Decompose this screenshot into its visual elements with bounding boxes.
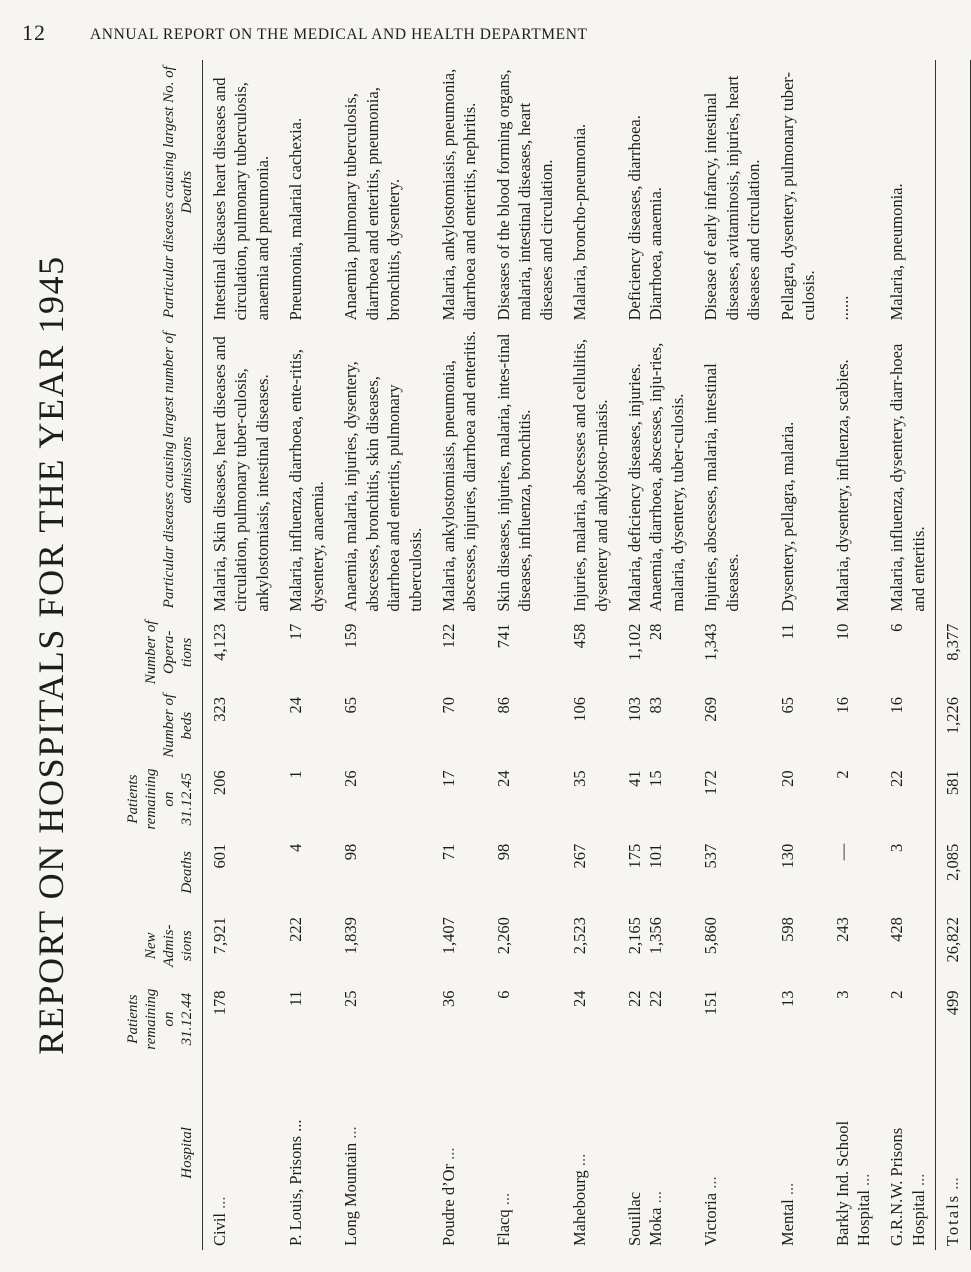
hospital-name-cell [432,1056,487,1250]
operations-value: 28 [646,623,666,641]
totals-deaths: 2,085 [936,836,970,909]
totals-remaining-end: 581 [936,762,970,835]
hospital-name [700,1060,721,1246]
operations-cell [279,616,334,689]
totals-empty-admissions [936,324,970,615]
remaining-end-value: 2 [832,770,852,779]
hospital-name [569,1060,590,1246]
leader-dots: ... [853,1173,873,1186]
header-deaths-diseases: Particular diseases causing largest No. of Deaths [120,60,203,324]
deaths-diseases-cell: ...... [832,295,852,321]
deaths-value: 130 [777,843,797,869]
deaths-cell [694,836,770,909]
hospital-name-cell [826,1056,881,1250]
hospital-name-cell [487,1056,563,1250]
deaths-value: 601 [210,843,229,869]
hospital-name-text: Mental [777,1199,797,1246]
remaining-end-cell [880,762,935,835]
table-row [826,60,881,1250]
deaths-diseases-cell: Pneumonia, malarial cachexia. [286,117,306,321]
totals-label: Totals [943,1193,963,1246]
new-admissions-value: 5,860 [701,917,721,955]
remaining-end-value: 24 [493,770,513,787]
admissions-diseases-cell: Malaria, ankylostomiasis, pneumonia, abscesses, injuries, diarrhoea and enteritis. [438,330,480,612]
page-number: 12 [22,20,46,45]
beds-cell [563,689,618,762]
deaths-value: 175 [625,843,644,869]
deaths-diseases-cell: Pellagra, dysentery, pulmonary tuber-culosis. [777,72,819,321]
admissions-diseases-cell: Malaria, deficiency diseases, injuries. Anaemia, diarrhoea, abscesses, inju-ries, malaria, dysentery, tuber-culosis. [625,342,687,612]
table-row [618,60,694,1250]
remaining-end-value: 35 [570,770,590,787]
remaining-start-cell [334,982,432,1055]
deaths-cell [618,836,694,909]
remaining-end-cell [334,762,432,835]
deaths-value: 267 [570,843,590,869]
deaths-value: — [832,843,852,861]
remaining-start-cell [880,982,935,1055]
deaths-cell [880,836,935,909]
remaining-end-cell [487,762,563,835]
operations-cell [826,616,881,689]
hospital-name: Souillac [625,1191,644,1246]
header-beds: Number of beds [120,689,203,762]
beds-value: 65 [777,697,797,714]
operations-value: 4,123 [210,623,229,661]
new-admissions-cell [487,909,563,982]
new-admissions-value: 2,260 [493,917,513,955]
remaining-start-value: 178 [210,990,229,1016]
remaining-start-value: 36 [438,990,458,1007]
deaths-value: 537 [701,843,721,869]
header-remaining-end: Patients remaining on 31.12.45 [120,762,203,835]
beds-cell [880,689,935,762]
page-header [0,0,800,60]
remaining-end-value: 26 [341,770,361,787]
deaths-cell [334,836,432,909]
hospital-name-cell [694,1056,770,1250]
operations-cell [880,616,935,689]
admissions-diseases-cell: Malaria, Skin diseases, heart diseases and circulation, pulmonary tuber-culosis, ankylostomiasis, intestinal diseases. [210,336,272,612]
hospital-name-cell [771,1056,826,1250]
operations-value: 11 [777,623,797,640]
deaths-cell [563,836,618,909]
new-admissions-cell [432,909,487,982]
new-admissions-cell [203,909,280,982]
new-admissions-value: 7,921 [210,917,229,955]
beds-value: 106 [570,697,590,722]
beds-value: 70 [438,697,458,714]
table-row [279,60,334,1250]
table-row [694,60,770,1250]
hospital-name-text: Poudre d’Or [438,1163,458,1246]
leader-dots: ... [646,1191,666,1204]
leader-dots: ... [341,1126,361,1139]
table-title: REPORT ON HOSPITALS FOR THE YEAR 1945 [31,255,71,1055]
remaining-end-cell [771,762,826,835]
hospital-name-cell [203,1056,280,1250]
rotated-table-page [30,60,963,1250]
remaining-start-value: 22 [646,990,666,1007]
hospital-name-text: Victoria [701,1192,721,1246]
admissions-diseases-cell: Dysentery, pellagra, malaria. [777,421,797,612]
new-admissions-value: 598 [777,917,797,942]
operations-cell [694,616,770,689]
beds-cell [618,689,694,762]
new-admissions-value: 428 [887,917,907,942]
deaths-cell [279,836,334,909]
table-body [203,60,936,1250]
remaining-start-value: 2 [887,990,907,999]
leader-dots: ... [210,1196,229,1209]
new-admissions-value: 1,839 [341,917,361,955]
beds-cell [334,689,432,762]
remaining-start-cell [618,982,694,1055]
admissions-diseases-cell: Malaria, dysentery, influenza, scabies. [832,359,852,612]
remaining-start-cell [826,982,881,1055]
beds-cell [826,689,881,762]
new-admissions-cell [334,909,432,982]
hospital-name-cell [279,1056,334,1250]
remaining-end-cell [279,762,334,835]
hospital-name [777,1060,798,1246]
beds-value: 103 [625,697,644,722]
hospital-name-text: Mahebourg [570,1170,590,1246]
remaining-start-cell [771,982,826,1055]
hospital-name-text: Civil [210,1212,229,1246]
table-row [880,60,935,1250]
new-admissions-cell [563,909,618,982]
hospital-name [853,1060,874,1246]
leader-dots: ... [570,1153,590,1167]
operations-value: 458 [570,623,590,649]
remaining-end-value: 17 [438,770,458,787]
table-row [771,60,826,1250]
hospital-name: Barkly Ind. School [832,1120,852,1246]
remaining-end-value: 1 [286,770,306,779]
header-new-admissions: New Admis- sions [120,909,203,982]
hospital-name-cell [563,1056,618,1250]
totals-new-admissions: 26,822 [936,909,970,982]
deaths-diseases-cell: Deficiency diseases, diarrhoea. Diarrhoea, anaemia. [625,115,666,321]
hospital-name: P. Louis, Prisons ... [286,1119,306,1246]
remaining-end-cell [432,762,487,835]
remaining-start-cell [694,982,770,1055]
leader-dots: ... [777,1182,797,1196]
new-admissions-value: 2,523 [570,917,590,955]
beds-value: 65 [341,697,361,714]
beds-value: 16 [887,697,907,714]
table-header-row [120,60,203,1250]
hospital-name [493,1060,514,1246]
deaths-diseases-cell: Malaria, pneumonia. [887,183,907,321]
deaths-diseases-cell: Anaemia, pulmonary tuberculosis, diarrhoea and enteritis, pneumonia, bronchitis, dysentery. [341,87,404,321]
running-title: ANNUAL REPORT ON THE MEDICAL AND HEALTH DEPARTMENT [90,26,588,43]
operations-value: 17 [286,623,306,641]
leader-dots: ... [908,1173,928,1186]
remaining-start-value: 13 [777,990,797,1007]
hospital-name: G.R.N.W. Prisons [887,1127,907,1246]
new-admissions-cell [618,909,694,982]
operations-cell [334,616,432,689]
hospital-name [209,1060,230,1246]
beds-cell [203,689,280,762]
hospital-name-cell [880,1056,935,1250]
remaining-start-cell [432,982,487,1055]
hospital-name [645,1060,666,1246]
beds-value: 269 [701,697,721,722]
operations-cell [771,616,826,689]
new-admissions-value: 243 [832,917,852,942]
remaining-end-value: 41 [625,770,644,787]
deaths-cell [432,836,487,909]
operations-cell [563,616,618,689]
remaining-end-value: 172 [701,770,721,796]
deaths-cell [826,836,881,909]
remaining-end-cell [826,762,881,835]
beds-cell [279,689,334,762]
header-admissions-diseases: Particular diseases causing largest number of admissions [120,324,203,615]
hospital-name-cell [618,1056,694,1250]
new-admissions-value: 1,407 [438,917,458,955]
remaining-end-value: 206 [210,770,229,796]
totals-operations: 8,377 [936,616,970,689]
header-deaths: Deaths [120,836,203,909]
deaths-value: 71 [438,843,458,861]
remaining-start-value: 151 [701,990,721,1016]
operations-cell [618,616,694,689]
remaining-start-cell [279,982,334,1055]
deaths-diseases-cell: Disease of early infancy, intestinal diseases, avitaminosis, injuries, heart diseases and circulation. [701,75,764,321]
operations-cell [432,616,487,689]
deaths-value: 3 [887,843,907,852]
deaths-cell [771,836,826,909]
remaining-start-value: 25 [341,990,361,1007]
beds-value: 83 [646,697,666,714]
table-row [334,60,432,1250]
totals-remaining-start: 499 [936,982,970,1055]
new-admissions-value: 2,165 [625,917,644,955]
operations-value: 6 [887,623,907,632]
hospital-report-table [120,60,971,1250]
operations-value: 122 [438,623,458,649]
remaining-start-cell [487,982,563,1055]
deaths-diseases-cell: Malaria, broncho-pneumonia. [570,123,590,321]
remaining-end-cell [694,762,770,835]
hospital-name [908,1060,929,1246]
beds-cell [694,689,770,762]
deaths-diseases-cell: Intestinal diseases heart diseases and circulation, pulmonary tuberculosis, anaemia and pneumonia. [210,77,272,321]
admissions-diseases-cell: Malaria, influenza, diarrhoea, ente-ritis, dysentery, anaemia. [286,349,327,612]
hospital-name-text: Hospital [908,1190,928,1246]
remaining-start-value: 11 [286,990,306,1007]
table-row [203,60,280,1250]
new-admissions-cell [694,909,770,982]
beds-cell [432,689,487,762]
operations-value: 1,102 [625,623,644,661]
remaining-start-value: 24 [570,990,590,1007]
table-row [432,60,487,1250]
admissions-diseases-cell: Injuries, abscesses, malaria, intestinal diseases. [701,363,742,612]
new-admissions-cell [279,909,334,982]
remaining-end-value: 15 [646,770,666,787]
hospital-name [438,1060,459,1246]
operations-value: 741 [493,623,513,649]
admissions-diseases-cell: Anaemia, malaria, injuries, dysentery, abscesses, bronchitis, skin diseases, diarrhoea and enteritis, pulmonary tuberculosis. [341,361,425,612]
new-admissions-cell [826,909,881,982]
header-operations: Number of Opera- tions [120,616,203,689]
new-admissions-value: 1,356 [646,917,666,955]
header-remaining-start: Patients remaining on 31.12.44 [120,982,203,1055]
operations-value: 10 [832,623,852,641]
deaths-diseases-cell: Diseases of the blood forming organs, malaria, intestinal diseases, heart diseases and circulation. [493,69,556,321]
deaths-value: 98 [341,843,361,861]
remaining-end-cell [203,762,280,835]
totals-label-cell [936,1056,970,1250]
remaining-end-cell [618,762,694,835]
hospital-name-text: Moka [646,1207,666,1246]
totals-beds: 1,226 [936,689,970,762]
beds-value: 24 [286,697,306,714]
totals-dots: ... [943,1177,963,1190]
admissions-diseases-cell: Injuries, malaria, abscesses and cellulitis, dysentery and ankylosto-miasis. [570,339,611,612]
deaths-cell [203,836,280,909]
hospital-name-text: Long Mountain [341,1142,361,1246]
remaining-end-cell [563,762,618,835]
hospital-name-text: Flacq [493,1209,513,1246]
operations-cell [487,616,563,689]
remaining-start-value: 6 [493,990,513,999]
table-row [487,60,563,1250]
header-hospital: Hospital [120,1056,203,1250]
operations-cell [203,616,280,689]
leader-dots: ... [438,1147,458,1160]
deaths-cell [487,836,563,909]
operations-value: 159 [341,623,361,649]
beds-cell [771,689,826,762]
hospital-name-text: Hospital [853,1190,873,1246]
leader-dots: ... [493,1192,513,1206]
deaths-diseases-cell: Malaria, ankylostomiasis, pneumonia, diarrhoea and enteritis, nephritis. [438,68,480,321]
leader-dots: ... [701,1176,721,1189]
table-row [563,60,618,1250]
remaining-start-value: 3 [832,990,852,999]
beds-value: 86 [493,697,513,714]
totals-empty-deaths [936,60,970,324]
deaths-value: 101 [646,843,666,869]
new-admissions-cell [880,909,935,982]
hospital-name-cell [334,1056,432,1250]
new-admissions-value: 222 [286,917,306,942]
admissions-diseases-cell: Skin diseases, injuries, malaria, intes-tinal diseases, influenza, bronchitis. [493,333,535,612]
beds-cell [487,689,563,762]
operations-value: 1,343 [701,623,721,661]
beds-value: 323 [210,697,229,722]
totals-row [936,60,970,1250]
remaining-end-value: 20 [777,770,797,787]
deaths-value: 4 [286,843,306,852]
remaining-end-value: 22 [887,770,907,787]
new-admissions-cell [771,909,826,982]
hospital-name [340,1060,361,1246]
admissions-diseases-cell: Malaria, influenza, dysentery, diarr-hoea and enteritis. [887,343,928,612]
deaths-value: 98 [493,843,513,861]
remaining-start-value: 22 [625,990,644,1007]
remaining-start-cell [203,982,280,1055]
remaining-start-cell [563,982,618,1055]
beds-value: 16 [832,697,852,714]
